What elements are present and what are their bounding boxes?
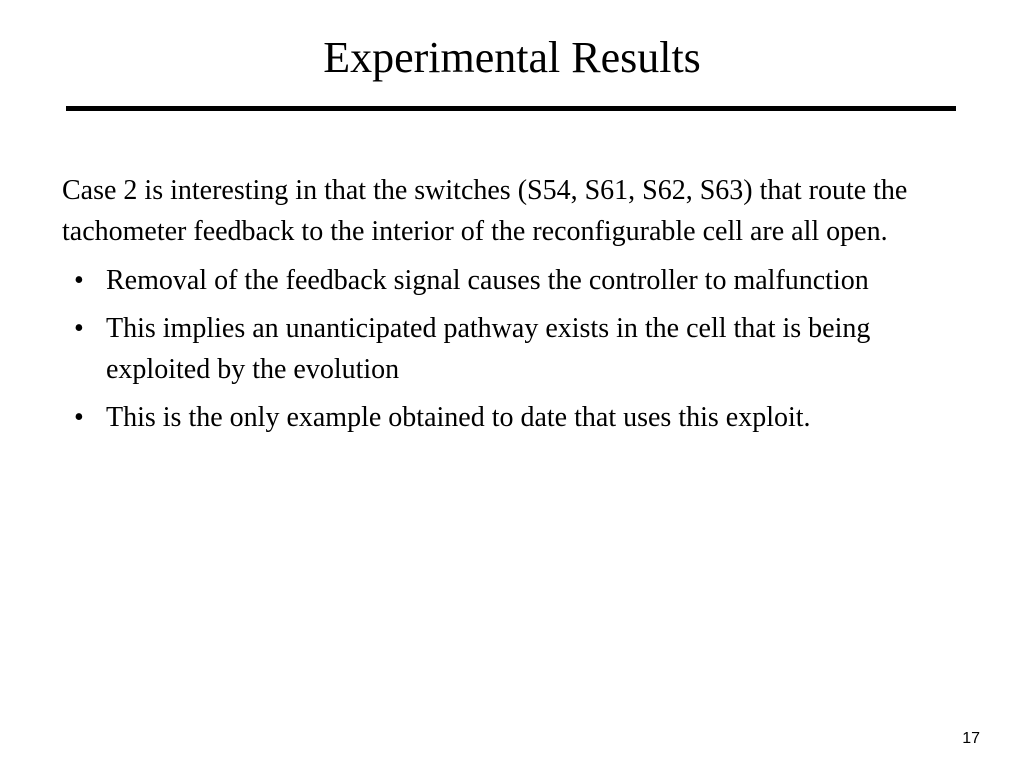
bullet-text: Removal of the feedback signal causes the controller to malfunction xyxy=(106,265,869,296)
bullet-text: This is the only example obtained to date that uses this exploit. xyxy=(106,402,811,433)
bullet-item xyxy=(62,397,942,438)
bullet-item xyxy=(62,308,942,390)
bullet-text: This implies an unanticipated pathway exists in the cell that is being exploited by the evolution xyxy=(106,313,871,385)
page-number: 17 xyxy=(962,730,980,747)
title-divider xyxy=(66,106,956,111)
intro-paragraph: Case 2 is interesting in that the switches (S54, S61, S62, S63) that route the tachometer feedback to the interior of the reconfigurable cell are all open. xyxy=(62,175,908,247)
bullet-icon: • xyxy=(74,402,84,433)
bullet-item xyxy=(62,260,942,301)
slide-body xyxy=(62,170,942,445)
bullet-icon: • xyxy=(74,265,84,296)
bullet-icon: • xyxy=(74,313,84,344)
bullet-list xyxy=(62,260,942,438)
slide-title: Experimental Results xyxy=(323,33,701,82)
